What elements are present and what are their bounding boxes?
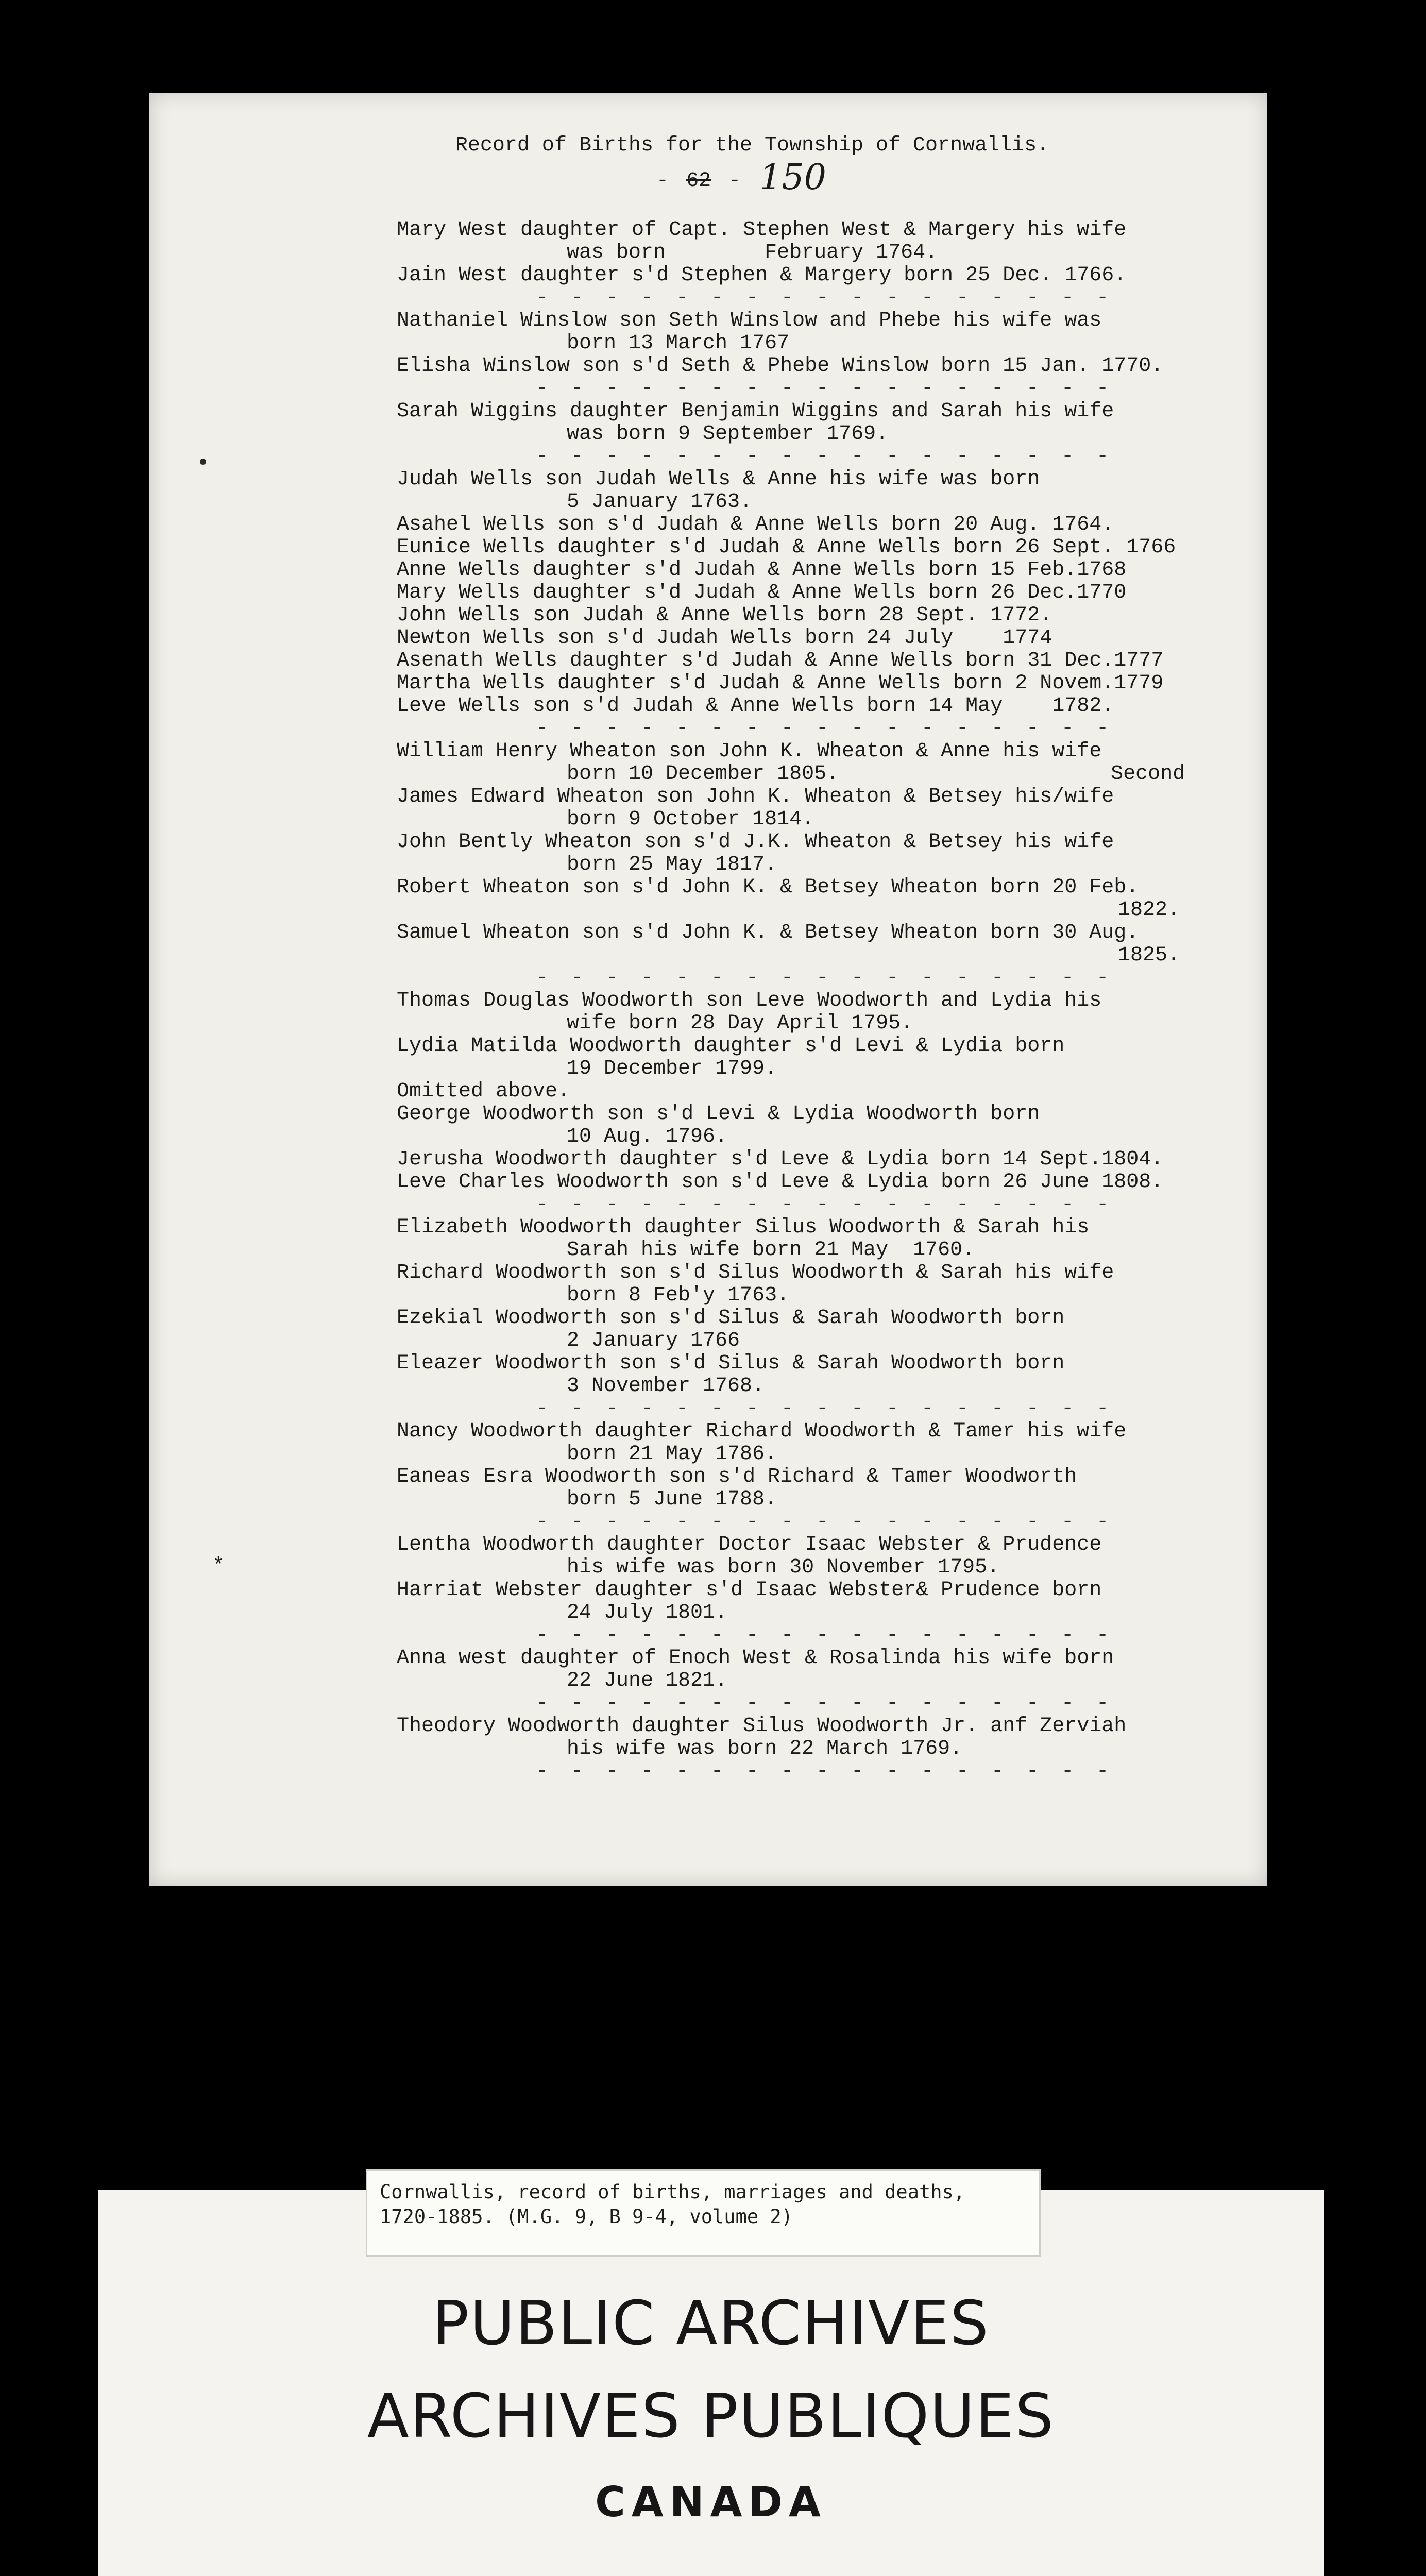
record-line-continued: 5 January 1763. <box>567 490 753 514</box>
record-line-continued: 22 June 1821. <box>567 1669 728 1692</box>
record-line: Lydia Matilda Woodworth daughter s'd Levi & Lydia born <box>397 1035 1065 1058</box>
record-line: Robert Wheaton son s'd John K. & Betsey Wheaton born 20 Feb. <box>397 876 1139 899</box>
record-entry <box>397 514 1262 536</box>
record-entry <box>397 650 1262 672</box>
record-line: Nancy Woodworth daughter Richard Woodworth & Tamer his wife <box>397 1420 1127 1443</box>
record-line: Martha Wells daughter s'd Judah & Anne Wells born 2 Novem.1779 <box>397 672 1164 695</box>
record-line-continued: born 21 May 1786. <box>567 1443 777 1466</box>
record-entry <box>397 1216 1262 1262</box>
record-line: Judah Wells son Judah Wells & Anne his wife was born <box>397 468 1040 491</box>
record-entry <box>397 627 1262 650</box>
record-line: Harriat Webster daughter s'd Isaac Webster& Prudence born <box>397 1579 1102 1602</box>
record-line-continued: Sarah his wife born 21 May 1760. <box>567 1239 975 1262</box>
record-line-continued: 19 December 1799. <box>567 1057 777 1080</box>
record-entry <box>397 1534 1262 1579</box>
record-line: Ezekial Woodworth son s'd Silus & Sarah Woodworth born <box>397 1307 1065 1330</box>
record-line: Richard Woodworth son s'd Silus Woodworth & Sarah his wife <box>397 1261 1114 1284</box>
section-separator: - - - - - - - - - - - - - - - - - <box>536 377 1114 400</box>
margin-dot <box>200 459 206 465</box>
record-line: Jain West daughter s'd Stephen & Margery born 25 Dec. 1766. <box>397 264 1127 287</box>
record-entry <box>397 468 1262 514</box>
catalog-label-line-1: Cornwallis, record of births, marriages and deaths, <box>380 2181 965 2203</box>
birth-records-list <box>397 219 1262 1783</box>
section-separator: - - - - - - - - - - - - - - - - - <box>536 967 1114 990</box>
record-line-continued: born 25 May 1817. <box>567 853 777 876</box>
section-separator: - - - - - - - - - - - - - - - - - <box>536 1760 1114 1783</box>
record-entry <box>397 536 1262 559</box>
section-separator: - - - - - - - - - - - - - - - - - <box>536 1692 1114 1715</box>
record-entry <box>397 1307 1262 1352</box>
record-line-continued: was born February 1764. <box>567 241 938 264</box>
record-entry <box>397 1352 1262 1398</box>
record-line: Mary West daughter of Capt. Stephen West & Margery his wife <box>397 218 1127 242</box>
margin-star-mark: * <box>212 1555 225 1578</box>
section-separator: - - - - - - - - - - - - - - - - - <box>536 1193 1114 1216</box>
record-line: Jerusha Woodworth daughter s'd Leve & Lydia born 14 Sept.1804. <box>397 1148 1164 1171</box>
record-line: James Edward Wheaton son John K. Wheaton & Betsey his/wife <box>397 785 1114 808</box>
record-line: Lentha Woodworth daughter Doctor Isaac Webster & Prudence <box>397 1533 1102 1556</box>
record-entry <box>397 582 1262 604</box>
record-line: Samuel Wheaton son s'd John K. & Betsey Wheaton born 30 Aug. <box>397 921 1139 944</box>
record-entry <box>397 310 1262 355</box>
archive-name-french: ARCHIVES PUBLIQUES <box>367 2380 1055 2451</box>
archive-name-english: PUBLIC ARCHIVES <box>432 2287 990 2359</box>
page-number-old: 62 <box>686 170 711 193</box>
record-line: Eaneas Esra Woodworth son s'd Richard & Tamer Woodworth <box>397 1465 1077 1488</box>
record-line: George Woodworth son s'd Levi & Lydia Woodworth born <box>397 1103 1040 1126</box>
record-line-continued: wife born 28 Day April 1795. <box>567 1012 913 1035</box>
record-entry <box>397 672 1262 695</box>
record-entry <box>397 400 1262 446</box>
record-entry <box>397 922 1262 967</box>
section-separator: - - - - - - - - - - - - - - - - - <box>536 1511 1114 1534</box>
record-line: Eleazer Woodworth son s'd Silus & Sarah Woodworth born <box>397 1352 1065 1375</box>
record-line-continued: born 9 October 1814. <box>567 808 814 831</box>
record-line: Anne Wells daughter s'd Judah & Anne Wells born 15 Feb.1768 <box>397 558 1127 582</box>
page-title: Record of Births for the Township of Cornwallis. <box>455 134 1049 157</box>
record-line: Elisha Winslow son s'd Seth & Phebe Winslow born 15 Jan. 1770. <box>397 354 1164 378</box>
record-entry <box>397 990 1262 1035</box>
record-entry <box>397 604 1262 627</box>
record-entry <box>397 876 1262 922</box>
record-sheet <box>149 93 1267 1886</box>
record-entry <box>397 1103 1262 1148</box>
catalog-label-line-2: 1720-1885. (M.G. 9, B 9-4, volume 2) <box>380 2206 793 2228</box>
record-line: Asahel Wells son s'd Judah & Anne Wells born 20 Aug. 1764. <box>397 513 1114 536</box>
record-entry <box>397 1579 1262 1624</box>
record-entry <box>397 1715 1262 1760</box>
record-line: Anna west daughter of Enoch West & Rosalinda his wife born <box>397 1647 1114 1670</box>
section-separator: - - - - - - - - - - - - - - - - - <box>536 1397 1114 1420</box>
record-entry <box>397 219 1262 264</box>
record-line: Mary Wells daughter s'd Judah & Anne Wells born 26 Dec.1770 <box>397 581 1127 604</box>
record-line-continued: his wife was born 30 November 1795. <box>567 1556 1000 1579</box>
record-line: John Bently Wheaton son s'd J.K. Wheaton & Betsey his wife <box>397 831 1114 854</box>
record-line-continued: born 8 Feb'y 1763. <box>567 1284 790 1307</box>
page-number-dash-right: - <box>728 170 741 193</box>
record-entry <box>397 559 1262 582</box>
record-entry <box>397 740 1262 786</box>
section-separator: - - - - - - - - - - - - - - - - - <box>536 286 1114 310</box>
record-entry <box>397 1262 1262 1307</box>
record-line: Sarah Wiggins daughter Benjamin Wiggins and Sarah his wife <box>397 400 1114 423</box>
record-entry <box>397 1080 1262 1103</box>
record-line-continued: born 13 March 1767 <box>567 332 790 355</box>
record-line-continued: born 10 December 1805. Second <box>567 762 1185 786</box>
record-entry <box>397 1647 1262 1692</box>
record-line-continued: 24 July 1801. <box>567 1601 728 1624</box>
section-separator: - - - - - - - - - - - - - - - - - <box>536 445 1114 468</box>
record-entry <box>397 355 1262 378</box>
record-year-continued: 1825. <box>1117 944 1180 967</box>
catalog-label <box>366 2169 1041 2257</box>
record-entry <box>397 1466 1262 1511</box>
record-entry <box>397 695 1262 718</box>
archive-country: CANADA <box>595 2478 827 2526</box>
record-line-continued: his wife was born 22 March 1769. <box>567 1737 963 1760</box>
page-number-dash-left: - <box>656 170 669 193</box>
record-entry <box>397 1035 1262 1080</box>
record-line: William Henry Wheaton son John K. Wheaton & Anne his wife <box>397 740 1102 763</box>
record-line: Nathaniel Winslow son Seth Winslow and Phebe his wife was <box>397 309 1102 332</box>
record-year-continued: 1822. <box>1117 899 1180 922</box>
archive-card <box>98 2181 1324 2576</box>
page-number-handwritten: 150 <box>759 157 826 198</box>
record-line: Elizabeth Woodworth daughter Silus Woodworth & Sarah his <box>397 1216 1090 1239</box>
record-entry <box>397 264 1262 287</box>
record-line: Leve Wells son s'd Judah & Anne Wells born 14 May 1782. <box>397 694 1114 718</box>
record-line: John Wells son Judah & Anne Wells born 28 Sept. 1772. <box>397 604 1052 627</box>
record-entry <box>397 831 1262 876</box>
record-line: Thomas Douglas Woodworth son Leve Woodworth and Lydia his <box>397 989 1102 1012</box>
record-entry <box>397 786 1262 831</box>
record-entry <box>397 1148 1262 1171</box>
record-line: Newton Wells son s'd Judah Wells born 24 July 1774 <box>397 626 1052 650</box>
record-line: Eunice Wells daughter s'd Judah & Anne Wells born 26 Sept. 1766 <box>397 536 1176 559</box>
record-line-continued: born 5 June 1788. <box>567 1488 777 1511</box>
record-line: Theodory Woodworth daughter Silus Woodworth Jr. anf Zerviah <box>397 1715 1127 1738</box>
record-entry <box>397 1420 1262 1466</box>
record-line-continued: 3 November 1768. <box>567 1375 765 1398</box>
record-line-continued: 2 January 1766 <box>567 1329 740 1352</box>
record-line-continued: 10 Aug. 1796. <box>567 1125 728 1148</box>
record-entry <box>397 1171 1262 1194</box>
record-line-continued: was born 9 September 1769. <box>567 422 889 446</box>
section-separator: - - - - - - - - - - - - - - - - - <box>536 1624 1114 1647</box>
record-line: Omitted above. <box>397 1080 570 1103</box>
page-number <box>149 157 1267 198</box>
record-line: Leve Charles Woodworth son s'd Leve & Lydia born 26 June 1808. <box>397 1171 1164 1194</box>
section-separator: - - - - - - - - - - - - - - - - - <box>536 717 1114 740</box>
record-line: Asenath Wells daughter s'd Judah & Anne Wells born 31 Dec.1777 <box>397 649 1164 672</box>
